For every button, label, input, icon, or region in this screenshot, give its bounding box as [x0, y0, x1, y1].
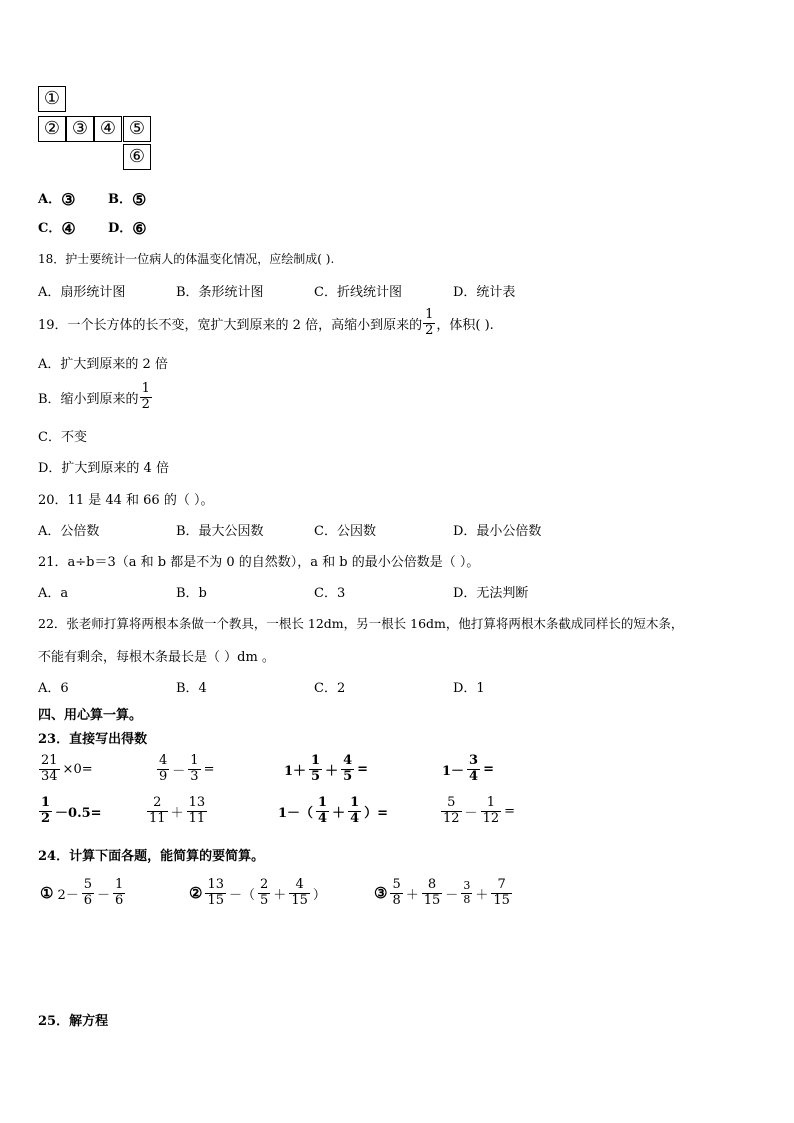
fraction	[481, 796, 502, 827]
denominator: 11	[149, 810, 166, 826]
q23-item-4	[440, 754, 496, 785]
q24-title: 24．计算下面各题，能简算的要简算。	[38, 849, 265, 864]
q18-option-c[interactable]: C．折线统计图	[314, 285, 402, 300]
expression-lead: 1＋	[284, 763, 307, 779]
fraction	[461, 880, 472, 906]
fraction	[491, 878, 512, 909]
denominator: 4	[350, 810, 360, 826]
operator: ＋	[475, 887, 489, 903]
q25-title: 25．解方程	[38, 1014, 109, 1029]
q22-text-line1: 22．张老师打算将两根本条做一个教具，一根长 12dm，另一根长 16dm，他打算将两根木条截成同样长的短木条，	[38, 616, 684, 631]
numerator: 3	[469, 753, 479, 768]
operator: －	[172, 763, 186, 779]
numerator: 1	[41, 795, 51, 810]
q20-option-c[interactable]: C．公因数	[314, 524, 376, 539]
numerator: 2	[260, 877, 269, 892]
q22-option-d[interactable]: D．1	[453, 681, 485, 696]
fraction	[205, 878, 226, 909]
q23-title: 23．直接写出得数	[38, 732, 148, 747]
denominator: 5	[260, 892, 269, 908]
q21-option-c[interactable]: C．3	[314, 586, 346, 601]
fraction	[147, 796, 168, 827]
q17-option-c[interactable]	[38, 217, 76, 238]
numerator: 13	[207, 877, 224, 892]
q18-option-b[interactable]: B．条形统计图	[176, 285, 264, 300]
operator: －	[464, 805, 478, 821]
denominator: 8	[392, 892, 401, 908]
denominator: 11	[188, 810, 206, 826]
q23-item-1	[38, 754, 95, 785]
denominator: 12	[482, 810, 500, 826]
numerator: 5	[83, 877, 93, 892]
numerator: 13	[188, 795, 206, 810]
denominator: 9	[159, 768, 168, 784]
fraction	[423, 308, 435, 339]
fraction	[187, 796, 208, 827]
q24-problem-3	[372, 878, 513, 909]
net-cell-5: ⑤	[123, 116, 151, 142]
q24-problem-2	[187, 878, 328, 909]
problem-label: ①	[40, 884, 54, 903]
net-cell-2: ②	[38, 116, 66, 142]
operator: ＋	[332, 805, 346, 821]
fraction	[188, 754, 200, 785]
expression-lead: 1－	[442, 763, 465, 779]
fraction	[341, 754, 354, 785]
expression-lead: 2－	[57, 887, 79, 903]
q19-option-b[interactable]	[38, 382, 153, 413]
fraction	[441, 796, 462, 827]
option-value: ③	[61, 190, 76, 209]
numerator: 1	[486, 795, 495, 810]
option-value: ⑤	[132, 190, 147, 209]
denominator: 6	[83, 892, 93, 908]
fraction	[39, 754, 60, 785]
q17-option-d[interactable]	[108, 217, 147, 238]
q18-option-d[interactable]: D．统计表	[453, 285, 516, 300]
section-heading: 四、用心算一算。	[38, 708, 143, 723]
option-value: ⑥	[132, 219, 147, 238]
equals: =	[357, 761, 369, 777]
equals: =	[483, 761, 494, 777]
option-value: ④	[61, 219, 76, 238]
denominator: 3	[190, 768, 199, 784]
q17-option-a[interactable]	[38, 188, 75, 209]
q20-option-d[interactable]: D．最小公倍数	[453, 524, 542, 539]
q21-option-b[interactable]: B．b	[176, 586, 207, 601]
net-cell-6: ⑥	[123, 144, 151, 170]
equals: =	[504, 803, 516, 819]
q17-option-b[interactable]	[108, 188, 146, 209]
fraction	[316, 796, 329, 827]
numerator: 2	[153, 795, 162, 810]
operator: ＋	[170, 805, 184, 821]
fraction	[309, 754, 322, 785]
denominator: 15	[493, 892, 510, 908]
operator: －（	[229, 887, 256, 903]
operator: ＋	[273, 887, 287, 903]
q23-item-7	[276, 796, 390, 827]
option-letter: A．	[38, 192, 62, 207]
numerator: 1	[115, 877, 124, 892]
denominator: 8	[463, 892, 471, 906]
q19-option-c[interactable]: C．不变	[38, 430, 87, 445]
q22-option-c[interactable]: C．2	[314, 681, 346, 696]
fraction	[140, 382, 152, 413]
denominator: 15	[423, 892, 441, 908]
problem-label: ③	[374, 884, 388, 903]
fraction	[82, 878, 94, 909]
denominator: 4	[318, 810, 328, 826]
option-letter: D．	[108, 221, 133, 236]
option-letter: C．	[38, 221, 62, 236]
q20-option-a[interactable]: A．公倍数	[38, 524, 100, 539]
expression-tail: ×0=	[62, 761, 93, 777]
q23-item-3	[282, 754, 370, 785]
q18-text: 18．护士要统计一位病人的体温变化情况，应绘制成( ).	[38, 252, 335, 266]
q21-option-a[interactable]: A．a	[38, 586, 69, 601]
numerator: 4	[295, 877, 304, 892]
q19-text-after: ，体积( ).	[436, 317, 494, 333]
numerator: 3	[463, 879, 471, 893]
q20-text: 20．11 是 44 和 66 的（ ）。	[38, 493, 214, 508]
numerator: 1	[318, 795, 328, 810]
q19-option-a[interactable]: A．扩大到原来的 2 倍	[38, 357, 168, 372]
q19-question	[38, 308, 494, 339]
q20-option-b[interactable]: B．最大公因数	[176, 524, 264, 539]
q23-item-5	[38, 796, 104, 827]
numerator: 4	[159, 753, 168, 768]
numerator: 5	[392, 877, 401, 892]
q23-item-6	[146, 796, 208, 827]
numerator: 7	[497, 877, 506, 892]
net-cell-3: ③	[66, 116, 94, 142]
fraction	[348, 796, 361, 827]
fraction	[467, 754, 480, 785]
numerator: 5	[447, 795, 456, 810]
option-text: B．缩小到原来的	[38, 391, 139, 407]
problem-label: ②	[189, 884, 203, 903]
denominator: 4	[469, 768, 479, 784]
expression-tail: －0.5=	[55, 805, 102, 821]
denominator: 12	[443, 810, 460, 826]
expression-lead: 1－（	[278, 805, 314, 821]
denominator: 2	[425, 322, 434, 338]
fraction	[289, 878, 310, 909]
denominator: 2	[41, 810, 51, 826]
numerator: 1	[141, 381, 150, 396]
expression-tail: ）	[312, 887, 326, 903]
fraction	[258, 878, 270, 909]
denominator: 2	[141, 396, 150, 412]
numerator: 1	[190, 753, 199, 768]
operator: ＋	[405, 887, 419, 903]
equals: ）=	[364, 805, 389, 821]
q22-option-a[interactable]: A．6	[38, 681, 69, 696]
option-letter: B．	[108, 192, 132, 207]
q21-text: 21．a÷b＝3（a 和 b 都是不为 0 的自然数），a 和 b 的最小公倍数是（ ）。	[38, 555, 480, 570]
q21-option-d[interactable]: D．无法判断	[453, 586, 529, 601]
q23-item-8	[440, 796, 517, 827]
q24-problem-1	[38, 878, 126, 909]
net-cell-1: ①	[38, 86, 66, 112]
numerator: 21	[41, 753, 58, 768]
fraction	[113, 878, 125, 909]
fraction	[39, 796, 52, 827]
denominator: 5	[311, 768, 321, 784]
q19-option-d[interactable]: D．扩大到原来的 4 倍	[38, 461, 169, 476]
operator: ＋	[325, 763, 339, 779]
denominator: 5	[343, 768, 353, 784]
q22-text-line2: 不能有剩余，每根木条最长是（ ）dm 。	[38, 650, 275, 665]
q18-option-a[interactable]: A．扇形统计图	[38, 285, 126, 300]
numerator: 1	[425, 307, 434, 322]
q22-option-b[interactable]: B．4	[176, 681, 207, 696]
numerator: 4	[343, 753, 353, 768]
net-cell-4: ④	[94, 116, 122, 142]
fraction	[422, 878, 443, 909]
q19-text-before: 19．一个长方体的长不变，宽扩大到原来的 2 倍，高缩小到原来的	[38, 317, 423, 333]
operator: －	[97, 887, 111, 903]
numerator: 1	[350, 795, 360, 810]
denominator: 15	[207, 892, 224, 908]
fraction	[157, 754, 169, 785]
operator: －	[445, 887, 459, 903]
fraction	[390, 878, 402, 909]
denominator: 15	[291, 892, 308, 908]
denominator: 34	[41, 768, 58, 784]
numerator: 1	[311, 753, 321, 768]
equals: =	[203, 761, 215, 777]
q23-item-2	[156, 754, 216, 785]
numerator: 8	[427, 877, 437, 892]
denominator: 6	[115, 892, 124, 908]
